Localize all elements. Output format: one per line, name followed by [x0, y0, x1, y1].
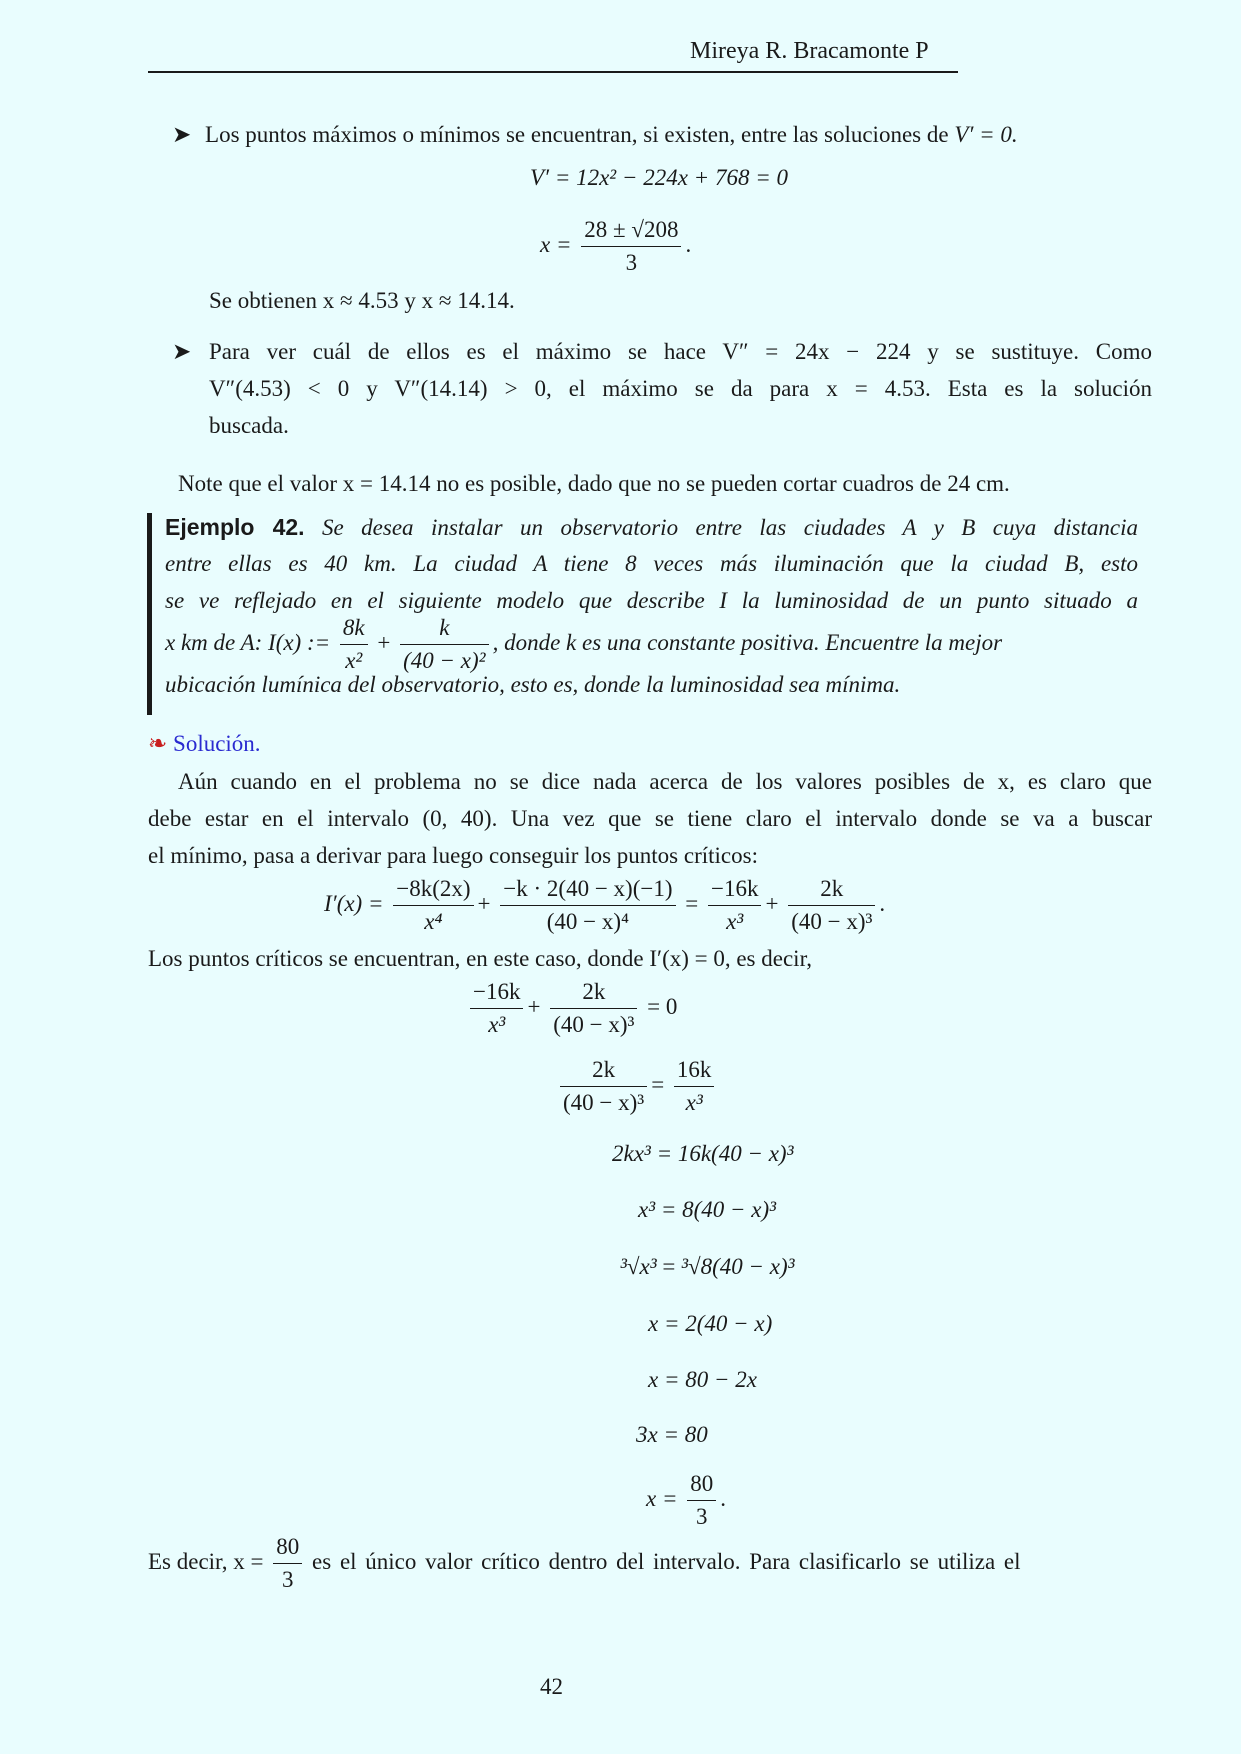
solution-heading [148, 729, 261, 759]
example-line-4 [165, 612, 1002, 677]
example-line-5: ubicación lumínica del observatorio, esto es, donde la luminosidad sea mínima. [165, 672, 901, 697]
fraction-numerator: 80 [273, 1531, 302, 1564]
fraction-numerator: 16k [674, 1054, 715, 1087]
bullet-2-line-3: buscada. [209, 413, 289, 438]
fraction-denominator: (40 − x)² [403, 648, 486, 673]
fraction-numerator: 28 ± √208 [581, 214, 681, 247]
fraction-denominator: x³ [488, 1012, 506, 1037]
fraction-numerator: −8k(2x) [393, 873, 473, 906]
step-3: 2kx³ = 16k(40 − x)³ [612, 1141, 794, 1166]
function-definition: x km de A: I(x) := [165, 629, 331, 655]
cube-root-left: ³√x³ [620, 1254, 657, 1279]
fraction-denominator: 3 [625, 250, 638, 275]
fraction-denominator: (40 − x)³ [563, 1090, 645, 1115]
fraction-denominator: x⁴ [424, 909, 443, 934]
equation-quadratic-solution: x = $\frac{28 \pm √208}{3}$ . [540, 214, 691, 279]
eq-rhs: = 0 [647, 993, 678, 1019]
bullet-2-line-2: V″(4.53) < 0 y V″(14.14) > 0, el máximo se da para x = 4.53. Esta es la solución [209, 376, 1152, 401]
step-2: $\frac{2k}{\text{(40 − x)³}}$ = $\frac{16k}{\text{x³}}$ [556, 1054, 718, 1119]
fraction-numerator: −16k [470, 976, 523, 1009]
solution-para-line-2: debe estar en el intervalo (0, 40). Una vez que se tiene claro el intervalo donde se va a buscar [148, 806, 1152, 831]
equation-derivative: V′ = 12x² − 224x + 768 = 0 [530, 165, 788, 190]
bullet-2-line-1: Para ver cuál de ellos es el máximo se hace V″ = 24x − 224 y se sustituye. Como [209, 339, 1152, 364]
fraction-denominator: x² [345, 648, 363, 673]
fraction-denominator: 3 [282, 1567, 294, 1592]
example-bar [147, 513, 152, 715]
arrow-bullet-icon: ➤ [172, 122, 192, 147]
arrow-bullet-icon: ➤ [172, 339, 192, 364]
page-number: 42 [540, 1674, 563, 1699]
closing-line [148, 1531, 1152, 1596]
fraction-denominator: 3 [695, 1504, 708, 1529]
eq-lhs: x = [646, 1485, 678, 1511]
fraction-numerator: 2k [788, 873, 875, 906]
bullet-1 [172, 120, 1018, 150]
header-rule [148, 71, 958, 73]
fleuron-icon: ❧ [148, 731, 168, 756]
critical-points-text: Los puntos críticos se encuentran, en este caso, donde I′(x) = 0, es decir, [148, 946, 813, 971]
running-header: Mireya R. Bracamonte P [690, 38, 929, 64]
plus-sign: + [377, 629, 391, 655]
eq-lhs: I′(x) = [324, 890, 384, 916]
closing-end: es el único valor crítico dentro del intervalo. Para clasificarlo se utiliza el [312, 1548, 1021, 1574]
step-1: $\frac{-16k}{\text{x³}}$ + $\frac{2k}{\text{(40 − x)³}}$ = 0 [466, 976, 677, 1041]
example-label: Ejemplo 42. [165, 514, 305, 540]
fraction-denominator: (40 − x)³ [791, 909, 873, 934]
fraction-numerator: 2k [560, 1054, 647, 1087]
fraction-numerator: 8k [340, 612, 368, 645]
fraction-denominator: (40 − x)³ [553, 1012, 635, 1037]
fraction-numerator: −16k [708, 873, 761, 906]
example-line-3: se ve reflejado en el siguiente modelo que describe I la luminosidad de un punto situado a [165, 588, 1138, 613]
fraction-numerator: 80 [687, 1468, 716, 1501]
step-6: x = 2(40 − x) [648, 1311, 773, 1336]
equation-derivative-I: I′(x) = $\frac{-8k(2x)}{\text{x⁴}}$ + $\frac{-k \cdot 2(40 - x)(-1)}{\text{(40 − x)⁴}}$ = $\frac{-16k}{\text{x³}}$ + $\frac{2k}{\text{(40 − x)³}}$ . [324, 873, 885, 938]
fraction-numerator: 2k [550, 976, 637, 1009]
solution-label: Solución. [173, 731, 261, 756]
fraction-numerator: −k · 2(40 − x)(−1) [500, 873, 675, 906]
step-5: ³√x³ = ³√8(40 − x)³ [620, 1254, 795, 1279]
solution-para-line-3: el mínimo, pasa a derivar para luego conseguir los puntos críticos: [148, 843, 758, 868]
equals-sign: = [685, 890, 699, 916]
example-text: Se desea instalar un observatorio entre las ciudades A y B cuya distancia [322, 515, 1138, 540]
eq-lhs: x = [540, 231, 572, 257]
cube-root-right: ³√8(40 − x)³ [681, 1254, 795, 1279]
fraction-denominator: (40 − x)⁴ [546, 909, 630, 934]
example-line-2: entre ellas es 40 km. La ciudad A tiene 8 veces más iluminación que la ciudad B, esto [165, 551, 1138, 576]
obtained-values: Se obtienen x ≈ 4.53 y x ≈ 14.14. [209, 288, 515, 313]
note-paragraph: Note que el valor x = 14.14 no es posible, dado que no se pueden cortar cuadros de 24 cm. [178, 471, 1010, 496]
step-7: x = 80 − 2x [648, 1367, 757, 1392]
step-9: x = $\frac{80}{3}$ . [646, 1468, 726, 1533]
bullet-1-math: V′ = 0. [954, 122, 1018, 147]
bullet-1-text: Los puntos máximos o mínimos se encuentran, si existen, entre las soluciones de [205, 122, 949, 147]
example-line-1 [165, 512, 1138, 543]
closing-start: Es decir, x = [148, 1548, 264, 1574]
example-text-end: , donde k es una constante positiva. Encuentre la mejor [492, 629, 1003, 655]
fraction-denominator: x³ [685, 1090, 703, 1115]
step-8: 3x = 80 [636, 1422, 708, 1447]
solution-para-line-1: Aún cuando en el problema no se dice nada acerca de los valores posibles de x, es claro que [178, 769, 1152, 794]
fraction-numerator: k [400, 612, 488, 645]
fraction-denominator: x³ [726, 909, 744, 934]
step-4: x³ = 8(40 − x)³ [638, 1197, 777, 1222]
